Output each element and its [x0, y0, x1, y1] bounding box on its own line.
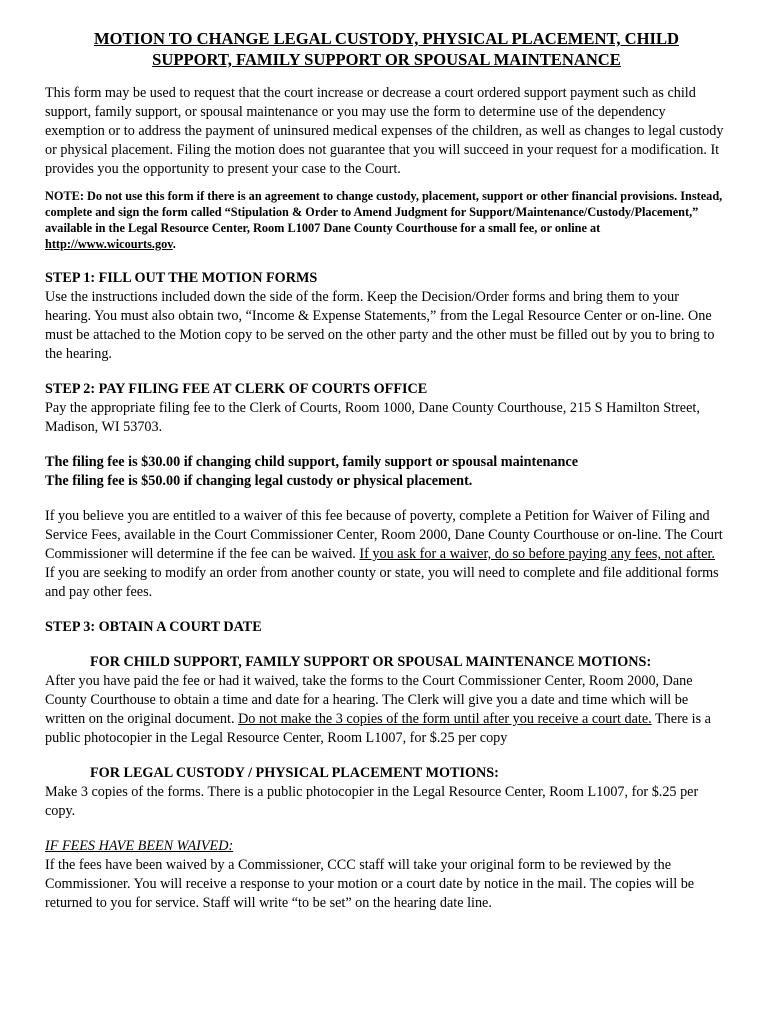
filing-fee-section	[45, 453, 728, 491]
step-3-heading: STEP 3: OBTAIN A COURT DATE	[45, 619, 262, 635]
support-motions-end: There is a public photocopier in the Legal Resource Center, Room L1007, for $.25 per copy	[45, 711, 711, 746]
custody-motions-section	[45, 764, 728, 821]
support-motions-heading: FOR CHILD SUPPORT, FAMILY SUPPORT OR SPOUSAL MAINTENANCE MOTIONS:	[90, 654, 652, 670]
fee-waiver-underlined: If you ask for a waiver, do so before paying any fees, not after.	[359, 546, 715, 562]
title-line-2: SUPPORT, FAMILY SUPPORT OR SPOUSAL MAINTENANCE	[152, 50, 621, 69]
step-2-section	[45, 380, 728, 437]
step-2-heading: STEP 2: PAY FILING FEE AT CLERK OF COURTS OFFICE	[45, 381, 428, 397]
support-motions-text: After you have paid the fee or had it waived, take the forms to the Court Commissioner Center, Room 2000, Dane County Courthouse to obtain a time and date for a hearing. The Clerk will give you a date and time which will be written on the original document.	[45, 673, 693, 727]
note-end: .	[172, 237, 176, 251]
step-3-section	[45, 618, 728, 637]
note-text: NOTE: Do not use this form if there is an agreement to change custody, placement, support or other financial provisions. Instead, complete and sign the form called “Stipulation & Order to Amend Judgment for Support/Maintenance/Custody/Placement,” available in the Legal Resource Center, Room L1007 Dane County Courthouse for a small fee, or online at	[45, 189, 723, 235]
support-motions-paragraph	[45, 672, 728, 748]
title-line-1: MOTION TO CHANGE LEGAL CUSTODY, PHYSICAL PLACEMENT, CHILD	[93, 29, 680, 48]
fees-waived-paragraph: If the fees have been waived by a Commissioner, CCC staff will take your original form to be reviewed by the Commissioner. You will receive a response to your motion or a court date by notice in the mail. The copies will be returned to you for service. Staff will write “to be set” on the hearing date line.	[45, 857, 695, 911]
fee-waiver-section	[45, 507, 728, 602]
filing-fee-support: The filing fee is $30.00 if changing child support, family support or spousal maintenance	[45, 454, 579, 470]
other-county-paragraph: If you are seeking to modify an order from another county or state, you will need to complete and file additional forms and pay other fees.	[45, 565, 719, 600]
fees-waived-heading: IF FEES HAVE BEEN WAIVED:	[45, 838, 234, 854]
fees-waived-section	[45, 837, 728, 913]
filing-fee-custody: The filing fee is $50.00 if changing legal custody or physical placement.	[45, 473, 473, 489]
step-1-body: Use the instructions included down the side of the form. Keep the Decision/Order forms and bring them to your hearing. You must also obtain two, “Income & Expense Statements,” from the Legal Resource Center or on-line. One must be attached to the Motion copy to be served on the other party and the other must be filled out by you to bring to the hearing.	[45, 289, 715, 362]
step-1-section	[45, 269, 728, 364]
intro-paragraph: This form may be used to request that the court increase or decrease a court ordered support payment such as child support, family support, or spousal maintenance or you may use the form to determine use of the dependency exemption or to address the payment of uninsured medical expenses of the children, as well as changes to legal custody or physical placement. Filing the motion does not guarantee that you will succeed in your request for a modification. It provides you the opportunity to present your case to the Court.	[45, 85, 724, 177]
wicourts-link[interactable]: http://www.wicourts.gov	[45, 237, 173, 251]
fee-waiver-paragraph	[45, 507, 728, 564]
support-motions-underlined: Do not make the 3 copies of the form until after you receive a court date.	[238, 711, 652, 727]
note-paragraph	[45, 188, 728, 252]
custody-motions-paragraph: Make 3 copies of the forms. There is a public photocopier in the Legal Resource Center, Room L1007, for $.25 per copy.	[45, 784, 699, 819]
support-motions-section	[45, 653, 728, 748]
step-1-heading: STEP 1: FILL OUT THE MOTION FORMS	[45, 270, 318, 286]
fee-waiver-text: If you believe you are entitled to a waiver of this fee because of poverty, complete a Petition for Waiver of Filing and Service Fees, available in the Court Commissioner Center, Room 2000, Dane County Courthouse or on-line. The Court Commissioner will determine if the fee can be waived.	[45, 508, 723, 562]
custody-motions-heading: FOR LEGAL CUSTODY / PHYSICAL PLACEMENT MOTIONS:	[90, 765, 499, 781]
step-2-body: Pay the appropriate filing fee to the Clerk of Courts, Room 1000, Dane County Courthouse, 215 S Hamilton Street, Madison, WI 53703.	[45, 400, 700, 435]
document-title	[45, 28, 728, 70]
